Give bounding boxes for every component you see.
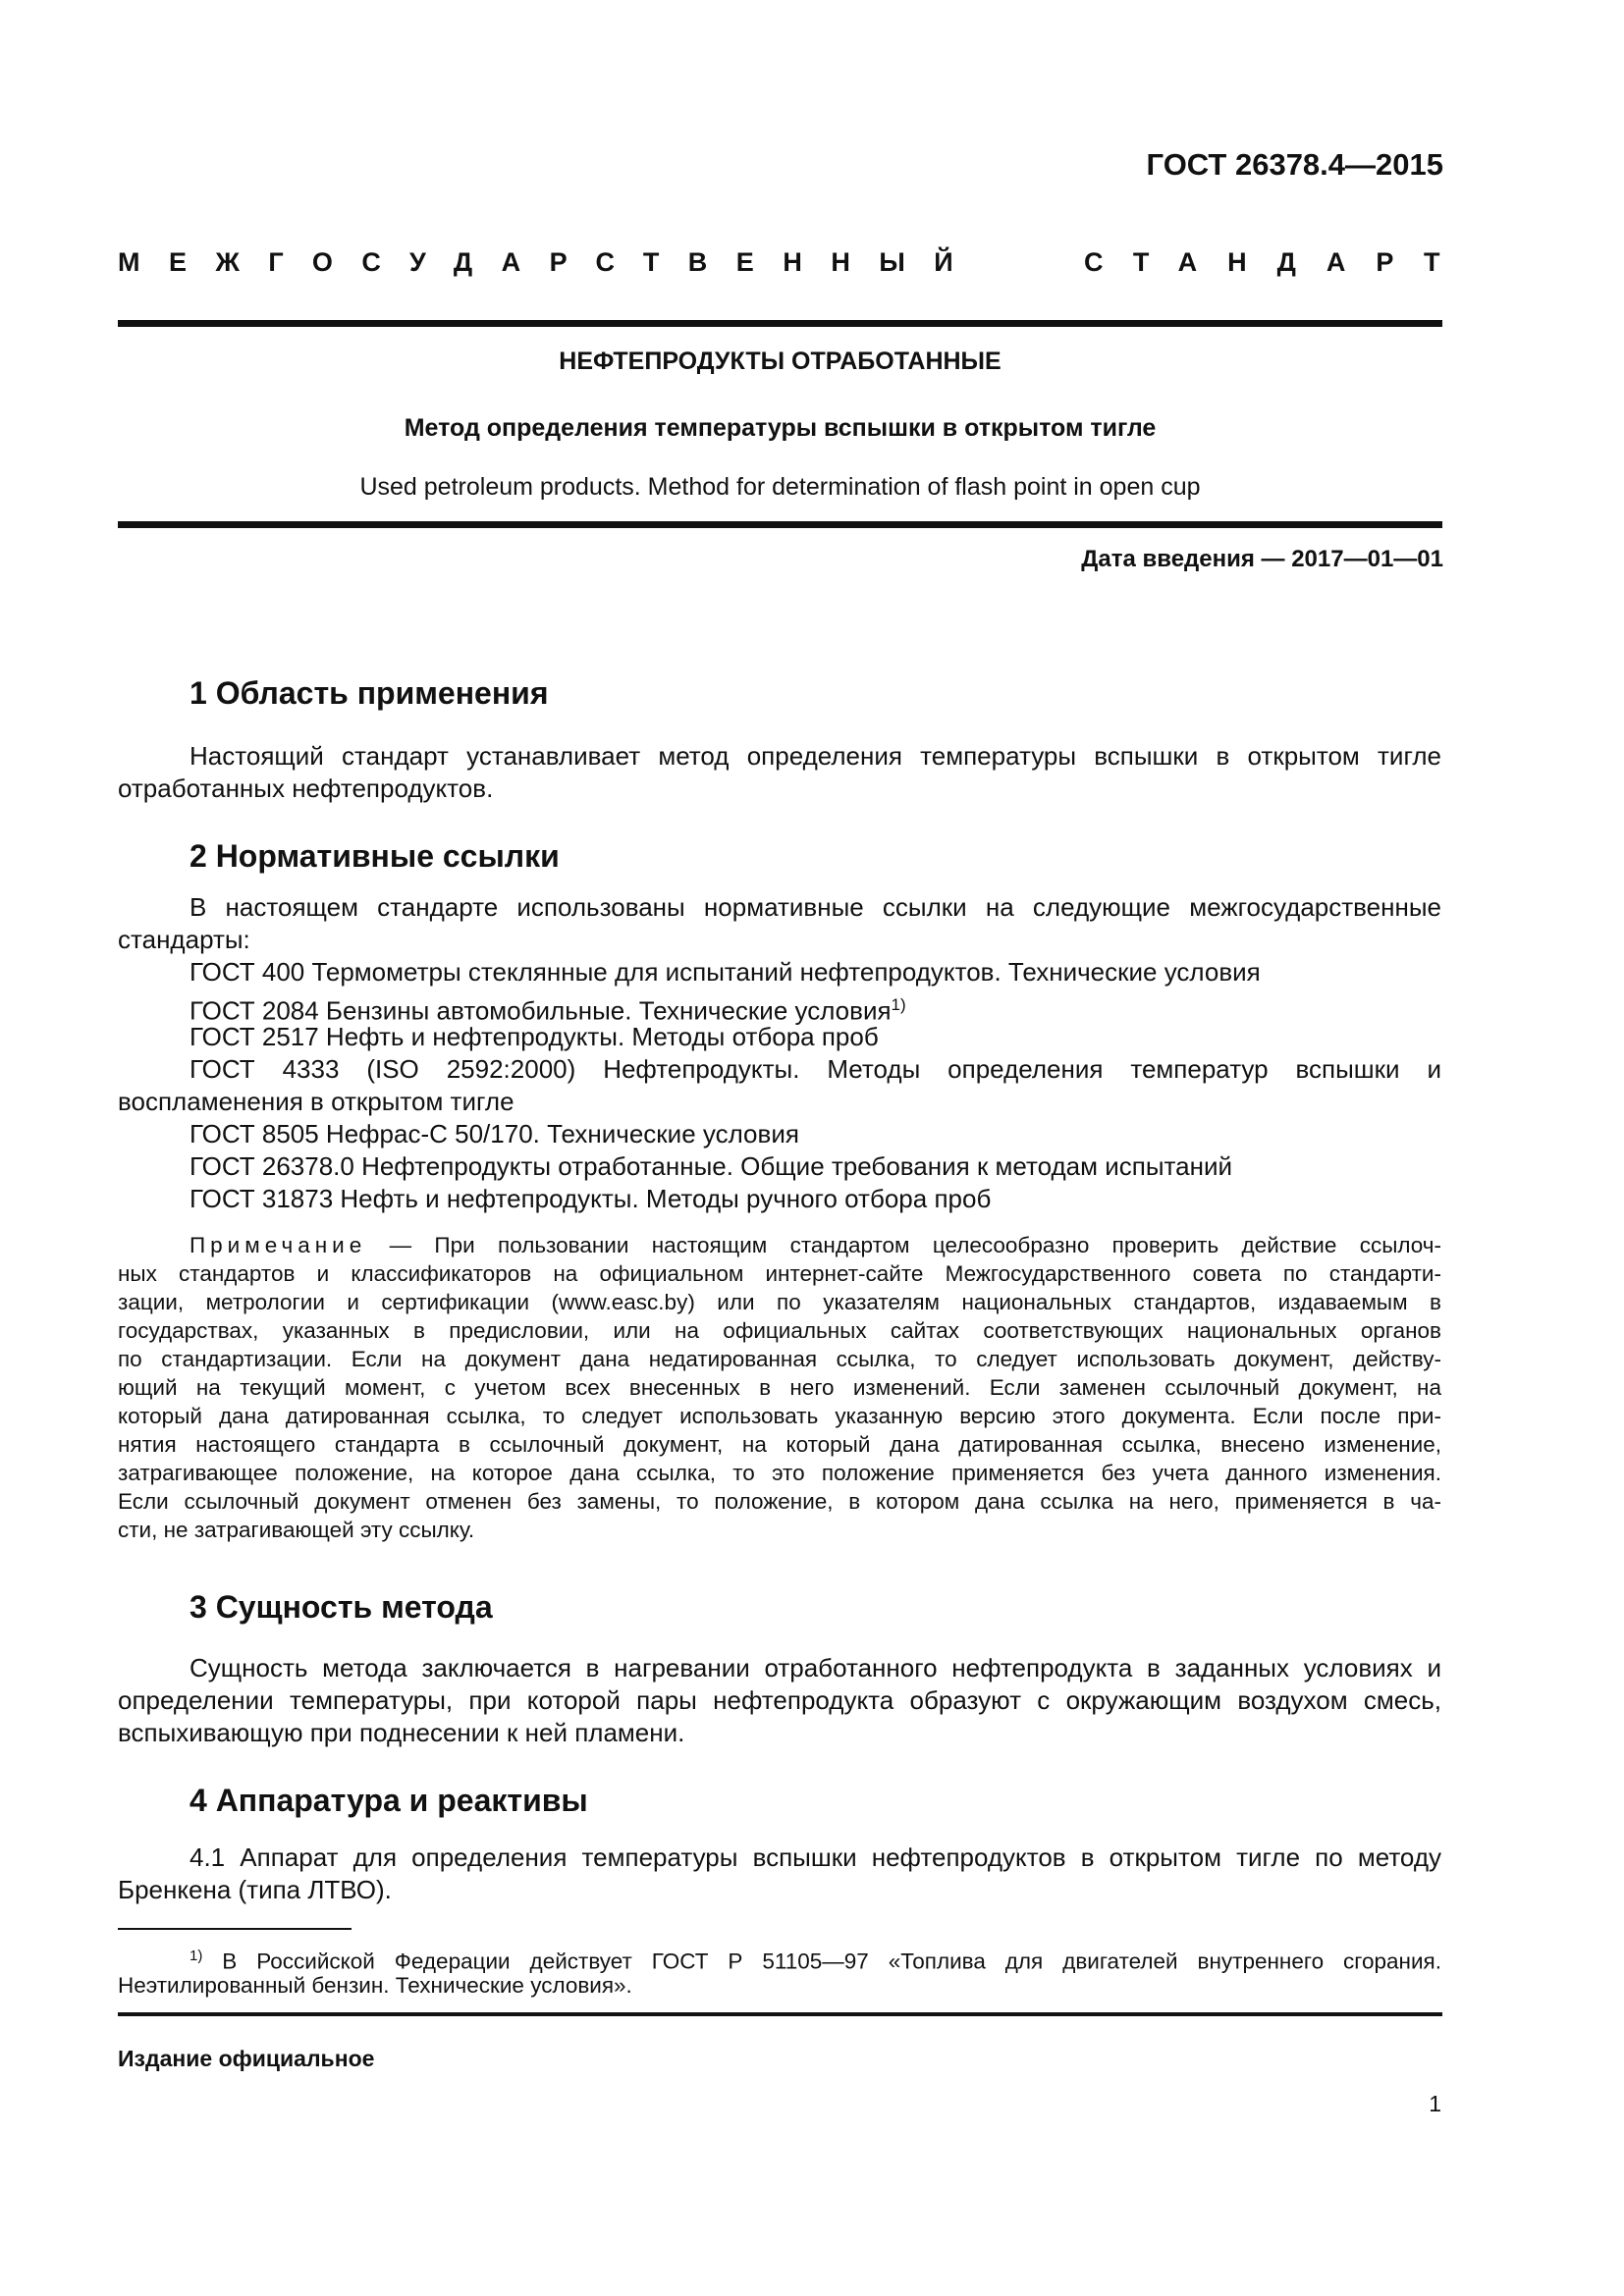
- section-1-text: отработанных нефтепродуктов.: [118, 774, 494, 803]
- header-rule: [118, 320, 1442, 327]
- reference-item: ГОСТ 31873 Нефть и нефтепродукты. Методы ручного отбора проб: [189, 1184, 992, 1213]
- section-4-text: 4.1 Аппарат для определения температуры вспышки нефтепродуктов в открытом тигле по методу: [189, 1842, 1441, 1872]
- reference-item: ГОСТ 4333 (ISO 2592:2000) Нефтепродукты. Методы определения температур вспышки и: [189, 1054, 1441, 1084]
- section-1-heading: 1 Область применения: [189, 675, 549, 711]
- category-right: СТАНДАРТ: [1084, 247, 1471, 277]
- section-4-text: Бренкена (типа ЛТВО).: [118, 1875, 392, 1904]
- note-line: по стандартизации. Если на документ дана недатированная ссылка, то следует использовать документ, действу-: [118, 1347, 1441, 1371]
- title-subtitle: Метод определения температуры вспышки в открытом тигле: [404, 414, 1157, 442]
- note-label: Примечание: [189, 1233, 367, 1257]
- effective-date: Дата введения — 2017—01—01: [1081, 546, 1443, 572]
- footnote-line: Неэтилированный бензин. Технические условия».: [118, 1973, 632, 1998]
- reference-item: ГОСТ 400 Термометры стеклянные для испытаний нефтепродуктов. Технические условия: [189, 957, 1261, 987]
- footnote-ref: 1): [891, 995, 906, 1014]
- note-line: зации, метрологии и сертификации (www.easc.by) или по указателям национальных стандартов, издаваемым в: [118, 1290, 1441, 1314]
- title-english: Used petroleum products. Method for determination of flash point in open cup: [359, 473, 1201, 501]
- note-text: — При пользовании настоящим стандартом целесообразно проверить действие ссылоч-: [389, 1233, 1441, 1257]
- reference-item: воспламенения в открытом тигле: [118, 1087, 514, 1116]
- title-main: НЕФТЕПРОДУКТЫ ОТРАБОТАННЫЕ: [559, 347, 1001, 375]
- section-3-heading: 3 Сущность метода: [189, 1589, 493, 1625]
- section-2-intro: стандарты:: [118, 925, 250, 954]
- section-3-text: определении температуры, при которой пары нефтепродукта образуют с окружающим воздухом смесь,: [118, 1685, 1441, 1715]
- note-line: ющий на текущий момент, с учетом всех внесенных в него изменений. Если заменен ссылочный документ, на: [118, 1375, 1441, 1400]
- section-1-text: Настоящий стандарт устанавливает метод определения температуры вспышки в открытом тигле: [189, 741, 1441, 771]
- document-number: ГОСТ 26378.4—2015: [1146, 147, 1443, 182]
- note-line: государствах, указанных в предисловии, или на официальных сайтах соответствующих национальных органов: [118, 1318, 1441, 1343]
- title-rule: [118, 521, 1442, 528]
- note-line: ных стандартов и классификаторов на официальном интернет-сайте Межгосударственного совета по стандарти-: [118, 1261, 1441, 1286]
- page-number: 1: [1429, 2091, 1441, 2116]
- footnote-separator: [118, 1928, 352, 1930]
- reference-item: ГОСТ 2517 Нефть и нефтепродукты. Методы отбора проб: [189, 1022, 879, 1051]
- footer-rule: [118, 2012, 1442, 2016]
- note-line: сти, не затрагивающей эту ссылку.: [118, 1518, 475, 1542]
- section-3-text: вспыхивающую при поднесении к ней пламени.: [118, 1718, 685, 1747]
- note-line: который дана датированная ссылка, то следует использовать указанную версию этого документа. Если после при-: [118, 1404, 1441, 1428]
- category-left: МЕЖГОСУДАРСТВЕННЫЙ: [118, 247, 983, 277]
- section-4-heading: 4 Аппаратура и реактивы: [189, 1783, 588, 1818]
- reference-item-text: ГОСТ 2084 Бензины автомобильные. Технические условия: [189, 995, 892, 1026]
- section-2-intro: В настоящем стандарте использованы нормативные ссылки на следующие межгосударственные: [189, 892, 1441, 922]
- note-line: Если ссылочный документ отменен без замены, то положение, в котором дана ссылка на него, применяется в ча-: [118, 1489, 1441, 1514]
- edition-label: Издание официальное: [118, 2046, 375, 2071]
- note-line: затрагивающее положение, на которое дана ссылка, то это положение применяется без учета данного изменения.: [118, 1461, 1441, 1485]
- reference-item: ГОСТ 8505 Нефрас-С 50/170. Технические условия: [189, 1119, 799, 1148]
- section-2-heading: 2 Нормативные ссылки: [189, 838, 560, 874]
- note-line: [189, 1231, 1441, 1259]
- section-3-text: Сущность метода заключается в нагревании отработанного нефтепродукта в заданных условиях и: [189, 1653, 1441, 1682]
- footnote-text: В Российской Федерации действует ГОСТ Р 51105—97 «Топлива для двигателей внутреннего сгорания.: [222, 1949, 1441, 1974]
- reference-item: ГОСТ 26378.0 Нефтепродукты отработанные. Общие требования к методам испытаний: [189, 1151, 1233, 1181]
- footnote-marker: 1): [189, 1948, 203, 1964]
- note-line: нятия настоящего стандарта в ссылочный документ, на который дана датированная ссылка, внесено изменение,: [118, 1432, 1441, 1457]
